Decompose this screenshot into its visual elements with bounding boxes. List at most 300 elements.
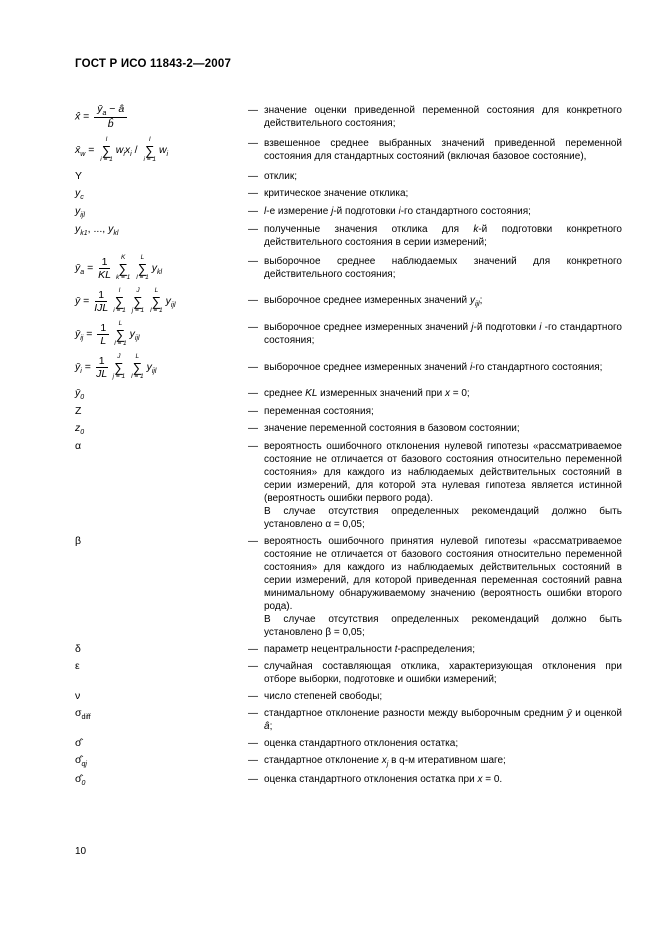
symbol-description <box>264 223 622 249</box>
formula-token: ij <box>80 335 84 343</box>
formula-token: взвешенное среднее выбранных значений приведенной переменной состояния для стандартных состояний (включая базовое состояние), <box>264 138 622 163</box>
formula-token: x̂ <box>75 110 81 123</box>
formula-token: оценка стандартного отклонения остатка при <box>264 773 478 785</box>
definition-group <box>248 205 622 218</box>
description-text <box>264 690 622 703</box>
symbol-row <box>75 643 622 656</box>
formula-token: ijl <box>134 335 140 343</box>
symbol-row <box>75 535 622 639</box>
formula-token: l = 1 <box>150 306 163 314</box>
formula-token <box>96 355 108 380</box>
formula-token: , ..., <box>87 223 109 236</box>
formula-token: j <box>331 206 334 218</box>
formula-token: = <box>81 361 94 374</box>
symbol-row <box>75 170 622 183</box>
formula-token: ∑ <box>151 293 162 309</box>
symbol-description <box>264 422 622 435</box>
formula-token: ; <box>479 295 483 307</box>
dash: — <box>248 691 258 703</box>
definition-group <box>248 104 622 130</box>
formula-token <box>94 103 127 118</box>
formula-token: значение переменной состояния в базовом состоянии; <box>264 423 520 435</box>
definition-group <box>248 137 622 163</box>
formula-token: I <box>148 136 151 144</box>
definition-group <box>248 773 622 786</box>
definition-group <box>248 754 622 768</box>
formula-token: i <box>469 361 473 373</box>
formula-token: вероятность ошибочного отклонения нулевой гипотезы «рассматриваемое состояние не отличается от базового состояния относительно переменной состояния» для каждого из наблюдаемых действительных состояний в серии измерений, для которой эта нулевая гипотеза является истинной (вероятность ошибки первого рода). <box>264 441 622 505</box>
dash: — <box>248 295 258 307</box>
definition-group <box>248 535 622 639</box>
formula-token: ∑ <box>118 260 128 276</box>
symbol <box>75 422 248 436</box>
symbol-description <box>264 773 622 786</box>
formula-token: α <box>75 440 82 453</box>
formula-token: Z <box>75 405 82 418</box>
definition-group <box>248 405 622 418</box>
formula-token: -й подготовки <box>473 322 540 334</box>
formula-token: = <box>80 295 93 308</box>
symbol-row <box>75 660 622 686</box>
formula-token: L <box>118 320 123 328</box>
formula-token: ∑ <box>132 359 142 375</box>
dash: — <box>248 256 258 268</box>
description-text <box>264 737 622 750</box>
dash: — <box>248 661 258 673</box>
symbol-description <box>264 104 622 130</box>
formula-token: выборочное среднее измеренных значений <box>264 361 470 373</box>
description-text <box>264 422 622 435</box>
formula-token: -й подготовки конкретного действительного состояния в серии измерений; <box>264 224 622 249</box>
formula-token: L <box>154 287 159 295</box>
sum-operator <box>114 321 126 347</box>
symbol-description <box>264 535 622 639</box>
formula-token: оценка стандартного отклонения остатка; <box>264 738 459 750</box>
formula-token: K <box>120 254 126 262</box>
formula-token: x <box>124 143 131 156</box>
definition-group <box>248 255 622 281</box>
formula-token: w <box>80 150 86 158</box>
formula-token <box>98 269 111 281</box>
formula-token: 1 <box>100 321 107 334</box>
symbol-row <box>75 223 622 249</box>
dash: — <box>248 171 258 183</box>
symbol-row <box>75 737 622 750</box>
formula-token: ∑ <box>115 326 126 342</box>
sum-operator <box>132 288 144 314</box>
definition-group <box>248 223 622 249</box>
symbol-description <box>264 707 622 733</box>
formula-token: значение оценки приведенной переменной состояния для конкретного действительного состояния; <box>264 104 622 129</box>
formula-token: â <box>264 721 270 733</box>
formula-token: y <box>108 223 114 236</box>
symbol <box>75 288 248 314</box>
formula-token <box>100 335 106 347</box>
formula-token: L <box>140 254 145 262</box>
definition-group <box>248 422 622 435</box>
formula-token: KL <box>305 388 318 400</box>
symbol <box>75 405 248 418</box>
dash: — <box>248 644 258 656</box>
formula-token: = <box>85 143 98 156</box>
formula-token: ν <box>75 690 81 703</box>
formula-token <box>96 368 107 380</box>
description-text <box>264 440 622 505</box>
description-text <box>264 405 622 418</box>
formula-token: w <box>115 143 124 156</box>
formula-token: kl <box>113 230 119 238</box>
formula-token <box>99 256 111 269</box>
formula-token: y <box>151 262 157 275</box>
formula-token: l = 1 <box>131 372 144 380</box>
formula-token: j <box>471 322 474 334</box>
formula-token: y <box>165 295 171 308</box>
description-text <box>264 170 622 183</box>
formula-token: qj <box>81 761 87 769</box>
dash: — <box>248 423 258 435</box>
dash: — <box>248 755 258 767</box>
formula-token: i <box>130 150 132 158</box>
formula-token <box>97 322 109 347</box>
symbol-description <box>264 170 622 183</box>
formula-token: i <box>123 150 125 158</box>
formula-token: j = 1 <box>112 372 126 380</box>
formula-token: -го стандартного состояния; <box>472 361 603 373</box>
description-text <box>264 361 622 374</box>
symbol-row <box>75 440 622 531</box>
sum-operator <box>113 288 125 314</box>
description-text <box>264 104 622 130</box>
description-text <box>264 387 622 400</box>
sum-operator <box>136 255 148 281</box>
formula-token: = <box>84 262 97 275</box>
symbol-row <box>75 321 622 347</box>
formula-token: ȳ <box>566 708 572 720</box>
symbol-description <box>264 405 622 418</box>
description-text <box>264 187 622 200</box>
formula-token <box>96 355 108 368</box>
symbol-row <box>75 405 622 418</box>
formula-token: выборочное среднее измеренных значений <box>264 322 472 334</box>
formula-token: δ <box>75 643 81 656</box>
symbol <box>75 387 248 401</box>
description-text <box>264 773 622 786</box>
formula-token: = <box>83 328 96 341</box>
formula-token: ȳ <box>75 361 81 374</box>
description-text <box>264 707 622 733</box>
formula-token: â <box>118 103 125 115</box>
formula-token: среднее <box>264 388 306 400</box>
formula-token <box>94 289 108 314</box>
formula-token: a <box>102 110 107 118</box>
formula-token: ijl <box>170 302 176 310</box>
description-text <box>264 643 622 656</box>
formula-token: I <box>105 136 108 144</box>
dash: — <box>248 224 258 236</box>
formula-token: IJL <box>94 301 109 314</box>
dash: — <box>248 361 258 373</box>
formula-token: ∑ <box>101 142 112 158</box>
formula-token <box>97 322 109 335</box>
symbol-row <box>75 690 622 703</box>
definition-group <box>248 737 622 750</box>
symbol <box>75 660 248 673</box>
formula-token: σ̂ <box>75 754 82 767</box>
formula-token: полученные значения отклика для <box>264 224 474 236</box>
symbol-row <box>75 187 622 201</box>
symbol-description <box>264 737 622 750</box>
definition-group <box>248 187 622 200</box>
dash: — <box>248 441 258 453</box>
formula-token: = 0. <box>482 773 503 785</box>
symbol <box>75 103 248 130</box>
dash: — <box>248 322 258 334</box>
dash: — <box>248 388 258 400</box>
formula-token: − <box>106 103 119 115</box>
formula-token: y <box>75 223 81 236</box>
document-header: ГОСТ Р ИСО 11843-2—2007 <box>75 58 232 70</box>
formula-token: -распределения; <box>397 644 476 656</box>
symbol-row <box>75 707 622 733</box>
formula-token: -е измерение <box>266 206 332 218</box>
formula-token: 1 <box>98 354 105 367</box>
dash: — <box>248 188 258 200</box>
formula-token: c <box>80 194 84 202</box>
symbol-row <box>75 288 622 314</box>
description-text <box>264 205 622 218</box>
symbol <box>75 754 248 768</box>
symbol-row <box>75 255 622 281</box>
formula-token: t <box>394 644 398 656</box>
formula-token: Y <box>75 170 83 183</box>
symbol-description <box>264 205 622 218</box>
formula-token: σ̂ <box>75 737 82 750</box>
symbol <box>75 354 248 380</box>
symbol <box>75 205 248 219</box>
definition-group <box>248 643 622 656</box>
formula-token: y <box>129 328 135 341</box>
formula-token: y <box>75 187 81 200</box>
description-text <box>264 255 622 281</box>
symbol-description <box>264 660 622 686</box>
formula-token: в q-м итеративном шаге; <box>388 755 506 767</box>
dash: — <box>248 708 258 720</box>
formula-token: ȳ <box>75 387 81 400</box>
formula-token: KL <box>98 268 111 281</box>
definition-group <box>248 321 622 347</box>
formula-token: kl <box>156 269 163 277</box>
formula-token: стандартное отклонение разности между выборочным средним <box>264 708 567 720</box>
symbol <box>75 440 248 453</box>
formula-token: выборочное среднее измеренных значений <box>264 295 470 307</box>
formula-token: 0 <box>80 394 85 402</box>
symbol <box>75 535 248 548</box>
definition-group <box>248 440 622 531</box>
formula-token: L <box>100 334 107 347</box>
symbol-description <box>264 754 622 768</box>
symbol-row <box>75 137 622 163</box>
description-note <box>264 505 622 531</box>
formula-token: ȳ <box>97 103 103 115</box>
formula-token: ȳ <box>75 328 81 341</box>
symbol-description <box>264 643 622 656</box>
symbol <box>75 643 248 656</box>
formula-token: ȳ <box>75 295 81 308</box>
formula-token: J <box>117 353 121 361</box>
formula-token: y <box>75 205 81 218</box>
formula-token <box>98 256 111 281</box>
formula-token: i <box>539 322 542 334</box>
symbol-description <box>264 187 622 200</box>
symbol <box>75 321 248 347</box>
formula-token: -го стандартного состояния; <box>264 322 622 347</box>
formula-token: l <box>264 206 267 218</box>
formula-token: β <box>75 535 82 548</box>
formula-token: ijl <box>151 368 157 376</box>
formula-token: w <box>158 143 167 156</box>
formula-token: I <box>118 287 121 295</box>
sum-operator <box>100 137 112 163</box>
sum-operator <box>131 354 143 380</box>
sum-operator <box>116 255 130 281</box>
description-text <box>264 223 622 249</box>
formula-token: = 0; <box>449 388 470 400</box>
formula-token: diff <box>81 714 91 722</box>
formula-token: j = 1 <box>131 306 145 314</box>
definition-group <box>248 707 622 733</box>
symbol-description <box>264 321 622 347</box>
formula-token: стандартное отклонение <box>264 755 382 767</box>
formula-token: измеренных значений при <box>317 388 445 400</box>
formula-token: -й подготовки <box>333 206 399 218</box>
symbol <box>75 187 248 201</box>
formula-token <box>108 118 114 130</box>
symbol <box>75 223 248 237</box>
formula-token: k <box>473 224 479 236</box>
formula-token: J <box>136 287 140 295</box>
formula-token: -го стандартного состояния; <box>400 206 531 218</box>
symbol-description <box>264 690 622 703</box>
formula-token: = <box>80 110 93 123</box>
symbol-description <box>264 361 622 374</box>
dash: — <box>248 406 258 418</box>
formula-token: / <box>131 143 141 156</box>
formula-token: вероятность ошибочного принятия нулевой гипотезы «рассматриваемое состояние не отличается от базового состояния относительно переменной состояния» для каждого из наблюдаемых действительных состояний в серии измерений, для которой приведенная переменная состояний равна минимальному обнаруживаемому значению (вероятность ошибки второго рода). <box>264 536 622 613</box>
definition-group <box>248 361 622 374</box>
symbol-row <box>75 754 622 768</box>
formula-token: выборочное среднее наблюдаемых значений для конкретного действительного состояния; <box>264 256 622 281</box>
symbol-row <box>75 422 622 436</box>
sum-operator <box>113 354 125 380</box>
dash: — <box>248 206 258 218</box>
formula-token: ∑ <box>133 293 143 309</box>
symbol-description <box>264 294 622 308</box>
formula-token: i <box>398 206 401 218</box>
dash: — <box>248 138 258 150</box>
symbol <box>75 170 248 183</box>
symbol-row <box>75 773 622 787</box>
formula-token: i = 1 <box>143 155 156 163</box>
formula-token: z <box>75 422 81 435</box>
formula-token: критическое значение отклика; <box>264 188 409 200</box>
formula-token: l = 1 <box>114 339 127 347</box>
symbol-row <box>75 205 622 219</box>
formula-token: ȳ <box>75 262 81 275</box>
formula-token: i <box>80 368 82 376</box>
formula-token: a <box>80 269 85 277</box>
formula-token: ; <box>269 721 273 733</box>
formula-token: ∑ <box>114 359 124 375</box>
symbol-row <box>75 387 622 401</box>
formula-token: y <box>469 295 475 307</box>
symbol-description <box>264 255 622 281</box>
symbol <box>75 707 248 721</box>
formula-token: y <box>146 361 152 374</box>
formula-token: j <box>386 761 389 769</box>
symbol <box>75 137 248 163</box>
symbol <box>75 690 248 703</box>
definition-group <box>248 690 622 703</box>
formula-token: i <box>166 150 169 158</box>
formula-token: ijl <box>474 301 480 309</box>
description-text <box>264 754 622 768</box>
formula-token: x <box>381 755 387 767</box>
formula-token: k = 1 <box>115 273 131 281</box>
definition-group <box>248 294 622 308</box>
formula-token: i = 1 <box>100 155 113 163</box>
sum-operator <box>143 137 155 163</box>
formula-token <box>95 289 107 302</box>
formula-token: ε <box>75 660 80 673</box>
description-note <box>264 613 622 639</box>
symbol-row <box>75 103 622 130</box>
symbol-row <box>75 354 622 380</box>
symbol-description <box>264 440 622 531</box>
symbol <box>75 737 248 750</box>
formula-token: ∑ <box>137 260 148 276</box>
formula-token: отклик; <box>264 171 297 183</box>
formula-token: ∑ <box>145 142 155 158</box>
formula-token: JL <box>96 367 108 380</box>
formula-token: В случае отсутствия определенных рекомендаций должно быть установлено α = 0,05; <box>264 506 622 531</box>
symbol-description <box>264 137 622 163</box>
symbol <box>75 255 248 281</box>
dash: — <box>248 536 258 548</box>
symbol-definition-list <box>75 97 622 791</box>
formula-token: случайная составляющая отклика, характеризующая отклонения при отборе выборки, подготовке и ошибки измерений; <box>264 661 622 686</box>
description-text <box>264 535 622 613</box>
description-text <box>264 137 622 163</box>
formula-token: L <box>135 353 140 361</box>
formula-token: 0 <box>81 779 86 787</box>
formula-token: x <box>444 388 450 400</box>
formula-token: и оценкой <box>571 708 622 720</box>
formula-token: ijl <box>80 212 85 220</box>
formula-token: число степеней свободы; <box>264 691 383 703</box>
definition-group <box>248 170 622 183</box>
page-number: 10 <box>75 846 87 857</box>
sum-operator <box>150 288 162 314</box>
symbol <box>75 773 248 787</box>
formula-token: 1 <box>98 288 105 301</box>
dash: — <box>248 773 258 785</box>
formula-token <box>94 302 108 314</box>
description-text <box>264 321 622 347</box>
formula-token: i = 1 <box>113 306 126 314</box>
formula-token: В случае отсутствия определенных рекомендаций должно быть установлено β = 0,05; <box>264 614 622 639</box>
formula-token: k1 <box>80 230 88 238</box>
symbol-description <box>264 387 622 400</box>
